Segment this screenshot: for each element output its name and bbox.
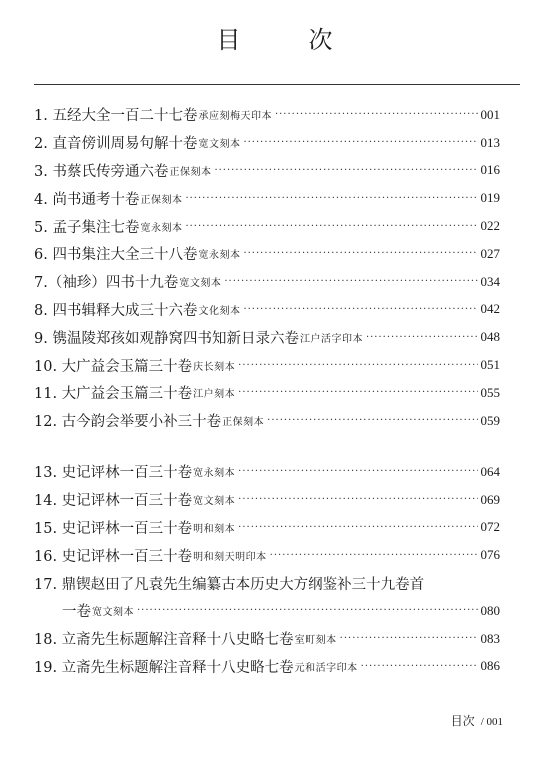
- toc-entry[interactable]: [34, 240, 500, 268]
- entry-edition: 元和活字印本: [294, 662, 358, 674]
- entry-page: 072: [480, 519, 500, 535]
- entry-title: 5. 孟子集注七卷: [34, 219, 140, 236]
- entry-edition: 宽永刻本: [193, 468, 236, 480]
- toc-entry-17-line1[interactable]: [34, 569, 500, 597]
- entry-page: 059: [480, 412, 500, 428]
- entry-title: 2. 直音傍训周易句解十卷: [34, 136, 198, 153]
- entry-page: 051: [480, 357, 500, 373]
- entry-page: 022: [480, 218, 500, 234]
- leader-dots: [243, 304, 477, 315]
- toc-entry[interactable]: [34, 625, 500, 653]
- leader-dots: [185, 221, 477, 232]
- toc-entry[interactable]: [34, 268, 500, 296]
- entry-title: 9. 镌温陵郑孩如观静窝四书知新日录六卷: [34, 330, 299, 347]
- entry-title: 1. 五经大全一百二十七卷: [34, 108, 198, 125]
- toc-entry[interactable]: [34, 407, 500, 435]
- leader-dots: [243, 248, 477, 259]
- footer-page-number: / 001: [480, 716, 503, 728]
- leader-dots: [238, 360, 477, 371]
- leader-dots: [214, 165, 477, 176]
- leader-dots: [340, 633, 478, 644]
- leader-dots: [238, 522, 477, 533]
- entry-title: 19. 立斋先生标题解注音释十八史略七卷: [34, 659, 294, 676]
- leader-dots: [185, 193, 477, 204]
- entry-title: 17. 鼎锲赵田了凡袁先生编纂古本历史大方纲鉴补三十九卷首: [34, 576, 425, 593]
- entry-page: 055: [480, 384, 500, 400]
- entry-edition: 宽永刻本: [140, 222, 183, 234]
- entry-edition: 庆长刻本: [193, 361, 236, 373]
- entry-page: 013: [480, 134, 500, 150]
- entry-page: 027: [480, 245, 500, 261]
- entry-page: 069: [480, 491, 500, 507]
- entry-title: 12. 古今韵会举要小补三十卷: [34, 414, 222, 431]
- entry-edition: 宽文刻本: [179, 278, 222, 290]
- entry-edition: 明和刻天明印本: [193, 551, 267, 563]
- leader-dots: [224, 276, 477, 287]
- entry-title: 7.（袖珍）四书十九卷: [34, 275, 179, 292]
- toc-entry[interactable]: [34, 541, 500, 569]
- entry-title-continued: 一卷: [62, 604, 91, 621]
- entry-edition: 正保刻本: [222, 417, 265, 429]
- entry-page: 086: [480, 658, 500, 674]
- leader-dots: [243, 137, 477, 148]
- entry-edition: 正保刻本: [169, 166, 212, 178]
- entry-title: 3. 书蔡氏传旁通六卷: [34, 163, 169, 180]
- entry-edition: 文化刻本: [198, 305, 241, 317]
- toc-entry[interactable]: [34, 101, 500, 129]
- entry-title: 11. 大广益会玉篇三十卷: [34, 386, 193, 403]
- entry-page: 048: [480, 329, 500, 345]
- toc-entry[interactable]: [34, 486, 500, 514]
- title-rule: [34, 84, 520, 85]
- entry-title: 4. 尚书通考十卷: [34, 191, 140, 208]
- entry-page: 080: [480, 602, 500, 618]
- leader-dots: [270, 550, 478, 561]
- toc-entry[interactable]: [34, 157, 500, 185]
- entry-page: 016: [480, 162, 500, 178]
- entry-title: 14. 史记评林一百三十卷: [34, 493, 193, 510]
- leader-dots: [361, 661, 478, 672]
- entry-edition: 宽文刻本: [198, 139, 241, 151]
- entry-edition: 宽文刻本: [193, 496, 236, 508]
- page-footer: [451, 712, 503, 729]
- footer-label: 目次: [450, 714, 475, 728]
- entry-title: 10. 大广益会玉篇三十卷: [34, 358, 193, 375]
- leader-dots: [238, 494, 477, 505]
- entry-edition: 宽永刻本: [198, 250, 241, 262]
- toc-group-b: [34, 458, 500, 680]
- entry-edition: 室町刻本: [294, 635, 337, 647]
- entry-title: 6. 四书集注大全三十八卷: [34, 247, 198, 264]
- entry-edition: 承应刻梅天印本: [198, 111, 272, 123]
- entry-page: 083: [480, 630, 500, 646]
- toc-group-a: [34, 101, 500, 435]
- leader-dots: [238, 466, 477, 477]
- leader-dots: [137, 605, 478, 616]
- entry-page: 019: [480, 190, 500, 206]
- entry-edition: 正保刻本: [140, 194, 183, 206]
- toc-entry[interactable]: [34, 296, 500, 324]
- leader-dots: [238, 387, 477, 398]
- leader-dots: [275, 109, 478, 120]
- entry-page: 001: [480, 106, 500, 122]
- entry-page: 064: [480, 463, 500, 479]
- toc-entry[interactable]: [34, 351, 500, 379]
- leader-dots: [366, 332, 478, 343]
- entry-page: 076: [480, 547, 500, 563]
- toc-entry[interactable]: [34, 323, 500, 351]
- toc-entry[interactable]: [34, 653, 500, 681]
- page-title: 目 次: [216, 26, 355, 54]
- entry-title: 13. 史记评林一百三十卷: [34, 465, 193, 482]
- entry-edition: 江户刻本: [193, 389, 236, 401]
- entry-title: 8. 四书辑释大成三十六卷: [34, 302, 198, 319]
- entry-page: 034: [480, 273, 500, 289]
- entry-page: 042: [480, 301, 500, 317]
- entry-edition: 明和刻本: [193, 523, 236, 535]
- toc-entry[interactable]: [34, 129, 500, 157]
- entry-edition: 宽文刻本: [92, 607, 134, 619]
- toc-entry[interactable]: [34, 514, 500, 542]
- toc-entry[interactable]: [34, 379, 500, 407]
- toc-entry[interactable]: [34, 212, 500, 240]
- toc-entry[interactable]: [34, 184, 500, 212]
- entry-edition: 江户活字印本: [299, 333, 363, 345]
- leader-dots: [267, 415, 477, 426]
- entry-title: 16. 史记评林一百三十卷: [34, 548, 193, 565]
- toc-entry[interactable]: [34, 458, 500, 486]
- entry-title: 18. 立斋先生标题解注音释十八史略七卷: [34, 632, 294, 649]
- entry-title: 15. 史记评林一百三十卷: [34, 520, 193, 537]
- toc-entry-17-line2[interactable]: [34, 597, 500, 625]
